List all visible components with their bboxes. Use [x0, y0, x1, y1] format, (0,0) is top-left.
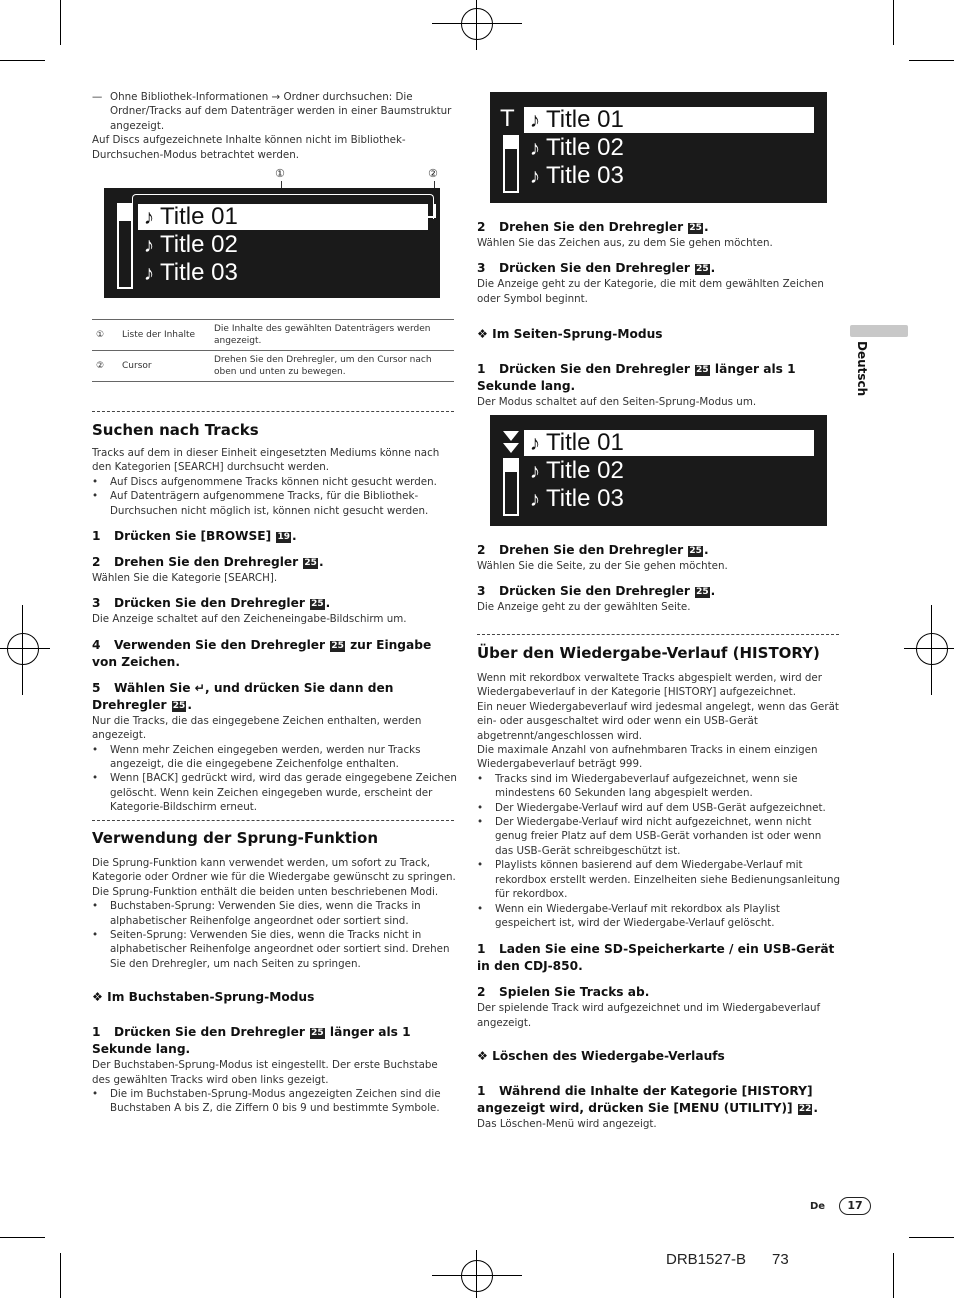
control-number-badge: 25: [689, 223, 702, 233]
callout-2: ②: [428, 167, 438, 180]
registration-line: [432, 1275, 522, 1276]
bullet-list: [92, 1087, 457, 1116]
music-note-icon: ♪: [143, 262, 155, 285]
intro-text: Ein neuer Wiedergabeverlauf wird jedesmal angelegt, wenn das Gerät ein- oder ausgeschaltet wird oder wenn ein USB-Gerät abgetrennt/angeschlossen wird.: [477, 700, 839, 742]
bullet-list: [92, 743, 457, 815]
section-jump: [92, 828, 457, 1116]
bullet-item: • Wenn mehr Zeichen eingegeben werden, werden nur Tracks angezeigt, die die eingegebene Zeichenfolge enthalten.: [92, 743, 457, 772]
right-steps-b: [477, 542, 842, 615]
callout-1: ①: [275, 167, 285, 180]
intro-text: Die Sprung-Funktion kann verwendet werden, um sofort zu Track, Kategorie oder Ordner wie für die Wiedergabe gewünscht zu springen. Die Sprung-Funktion enthält die beiden unten beschriebenen Modi.: [92, 857, 456, 898]
section-divider: [477, 634, 839, 635]
right-steps-a: [477, 219, 842, 410]
step-text: Nur die Tracks, die das eingegebene Zeichen enthalten, werden angezeigt.: [92, 714, 422, 742]
music-note-icon: ♪: [529, 432, 541, 455]
crop-mark: [893, 1253, 894, 1298]
bullet-item: • Der Wiedergabe-Verlauf wird nicht aufgezeichnet, wenn nicht genug freier Platz auf dem USB-Gerät vorhanden ist oder wenn das USB-Gerät schreibgeschützt ist.: [477, 815, 842, 858]
crop-mark: [909, 1237, 954, 1238]
bullet-item: • Tracks sind im Wiedergabeverlauf aufgezeichnet, wenn sie mindestens 60 Sekunden lang abgespielt werden.: [477, 772, 842, 801]
crop-mark: [893, 0, 894, 45]
step-text: Der Buchstaben-Sprung-Modus ist eingestellt. Der erste Buchstabe des gewählten Tracks wird oben links gezeigt.: [92, 1059, 438, 1086]
step-1: 1 Drücken Sie [BROWSE] 19 .: [92, 529, 297, 544]
registration-line: [432, 23, 522, 24]
music-note-icon: ♪: [529, 137, 541, 160]
control-number-badge: 25: [696, 264, 709, 275]
track-row: ♪ Title 03: [138, 260, 238, 286]
bullet-item: • Seiten-Sprung: Verwenden Sie dies, wenn die Tracks nicht in alphabetischer Reihenfolge angeordnet oder sortiert sind. Drehen Sie den Drehregler, um nach Seiten zu springen.: [92, 928, 457, 971]
doc-code: DRB1527-B: [666, 1251, 747, 1268]
track-row-selected: ♪ Title 01: [138, 204, 428, 230]
section-divider: [92, 411, 454, 412]
step-3: 3 Drücken Sie den Drehregler 25 .: [477, 584, 716, 599]
section-search: [92, 420, 457, 815]
subsection-title: ❖ Im Seiten-Sprung-Modus: [477, 327, 663, 342]
bullet-item: • Wenn [BACK] gedrückt wird, wird das gerade eingegebene Zeichen gelöscht. Wenn kein Zeichen eingegeben wurde, erscheint der Kategorie-Bildschirm erneut.: [92, 771, 457, 814]
page-number: 17: [839, 1197, 871, 1215]
legend-desc: Drehen Sie den Drehregler, um den Cursor nach oben und unten zu bewegen.: [210, 351, 454, 382]
bullet-item: • Wenn ein Wiedergabe-Verlauf mit rekordbox als Playlist gespeichert ist, wird der Wiedergabe-Verlauf gelöscht.: [477, 902, 842, 931]
bullet-list: [477, 772, 842, 930]
control-number-badge: 25: [696, 587, 709, 598]
control-number-badge: 22: [798, 1104, 812, 1115]
registration-mark: [7, 633, 39, 665]
intro-text: Tracks auf dem in dieser Einheit eingesetzten Mediums könne nach den Kategorien [SEARCH] durchsucht werden.: [92, 447, 440, 474]
page-jump-arrows-icon: [502, 429, 520, 455]
crop-mark: [0, 1237, 45, 1238]
bullet-item: • Auf Datenträgern aufgenommene Tracks, für die Bibliothek-Durchsuchen nicht möglich ist, können nicht gesucht werden.: [92, 489, 457, 518]
scrollbar-thumb: [119, 205, 131, 221]
step-5: 5 Wählen Sie ↵, und drücken Sie dann den Drehregler 25 .: [92, 680, 394, 712]
step-text: Wählen Sie die Kategorie [SEARCH].: [92, 572, 278, 585]
step-1: 1 Drücken Sie den Drehregler 25 länger als 1 Sekunde lang.: [92, 1025, 411, 1057]
track-row: ♪ Title 03: [524, 163, 624, 189]
music-note-icon: ♪: [143, 234, 155, 257]
step-2: 2 Spielen Sie Tracks ab.: [477, 985, 650, 1000]
track-row: ♪ Title 03: [524, 486, 624, 512]
step-text: Die Anzeige geht zu der Kategorie, die mit dem gewählten Zeichen oder Symbol beginnt.: [477, 278, 824, 305]
control-number-badge: 25: [311, 1028, 324, 1039]
dash-marker: —: [92, 91, 103, 103]
track-row-selected: ♪ Title 01: [524, 430, 814, 456]
jump-letter: T: [500, 105, 515, 132]
music-note-icon: ♪: [529, 165, 541, 188]
music-note-icon: ♪: [143, 206, 155, 229]
legend-table: [92, 319, 454, 382]
intro-text: Wenn mit rekordbox verwaltete Tracks abgespielt werden, wird der Wiedergabeverlauf in der Kategorie [HISTORY] aufgezeichnet.: [477, 672, 822, 699]
step-text: Wählen Sie das Zeichen aus, zu dem Sie gehen möchten.: [477, 237, 773, 249]
doc-page: 73: [772, 1251, 789, 1268]
registration-line: [22, 605, 23, 695]
registration-line: [904, 648, 954, 649]
crop-mark: [60, 0, 61, 45]
track-row: ♪ Title 02: [524, 458, 624, 484]
bullet-item: • Buchstaben-Sprung: Verwenden Sie dies, wenn die Tracks in alphabetischer Reihenfolge angeordnet oder sortiert sind.: [92, 899, 457, 928]
bullet-list: [92, 899, 457, 971]
language-tab: [850, 325, 908, 337]
legend-name: Cursor: [118, 351, 210, 382]
legend-row: [92, 351, 454, 382]
step-2: 2 Drehen Sie den Drehregler 25 .: [92, 555, 324, 570]
control-number-badge: 25: [696, 365, 709, 376]
lcd-display-letter-jump: [490, 92, 827, 203]
section-title: Über den Wiedergabe-Verlauf (HISTORY): [477, 644, 820, 662]
track-row: ♪ Title 02: [138, 232, 238, 258]
registration-line: [476, 1250, 477, 1298]
footer-lang: De: [810, 1201, 826, 1212]
note-line-2: Auf Discs aufgezeichnete Inhalte können nicht im Bibliothek-Durchsuchen-Modus betrachtet werden.: [92, 134, 406, 161]
section-history: [477, 643, 842, 1132]
section-title: Suchen nach Tracks: [92, 421, 259, 439]
bullet-item: • Playlists können basierend auf dem Wiedergabe-Verlauf mit rekordbox erstellt werden. Einzelheiten siehe Bedienungsanleitung für rekordbox.: [477, 858, 842, 901]
crop-mark: [60, 1253, 61, 1298]
music-note-icon: ♪: [529, 460, 541, 483]
track-row-selected: ♪ Title 01: [524, 107, 814, 133]
control-number-badge: 19: [277, 532, 290, 543]
control-number-badge: 25: [689, 546, 702, 556]
subsection-title: ❖ Im Buchstaben-Sprung-Modus: [92, 990, 315, 1005]
step-text: Die Anzeige schaltet auf den Zeicheneingabe-Bildschirm um.: [92, 613, 407, 626]
registration-line: [931, 605, 932, 695]
section-divider: [92, 820, 454, 821]
step-text: Der Modus schaltet auf den Seiten-Sprung-Modus um.: [477, 396, 757, 409]
step-3: 3 Drücken Sie den Drehregler 25 .: [477, 261, 716, 276]
legend-desc: Die Inhalte des gewählten Datenträgers werden angezeigt.: [210, 320, 454, 351]
scrollbar-thumb: [505, 460, 517, 472]
step-2: 2 Drehen Sie den Drehregler 25 .: [477, 543, 709, 557]
control-number-badge: 25: [304, 558, 317, 569]
intro-text: Die maximale Anzahl von aufnehmbaren Tracks in einem einzigen Wiedergabeverlauf beträgt 999.: [477, 744, 818, 771]
legend-num: ②: [92, 351, 118, 382]
control-number-badge: 25: [311, 599, 324, 610]
step-1: 1 Während die Inhalte der Kategorie [HISTORY] angezeigt wird, drücken Sie [MENU (UTILITY)] 22 .: [477, 1084, 819, 1116]
lcd-display-browse: [104, 188, 440, 298]
bullet-item: • Der Wiedergabe-Verlauf wird auf dem USB-Gerät aufgezeichnet.: [477, 801, 842, 815]
top-note: [92, 90, 457, 162]
lcd-display-page-jump: [490, 415, 827, 526]
section-title: Verwendung der Sprung-Funktion: [92, 829, 379, 847]
legend-name: Liste der Inhalte: [118, 320, 210, 351]
scrollbar-thumb: [505, 137, 517, 149]
legend-num: ①: [92, 320, 118, 351]
music-note-icon: ♪: [529, 488, 541, 511]
note-line: Ohne Bibliothek-Informationen → Ordner durchsuchen: Die Ordner/Tracks auf dem Datenträger werden in einer Baumstruktur angezeigt.: [110, 91, 452, 132]
step-text: Das Löschen-Menü wird angezeigt.: [477, 1118, 657, 1131]
step-1: 1 Laden Sie eine SD-Speicherkarte / ein USB-Gerät in den CDJ-850.: [477, 942, 835, 974]
step-text: Der spielende Track wird aufgezeichnet und im Wiedergabeverlauf angezeigt.: [477, 1002, 821, 1029]
bullet-list: [92, 475, 457, 518]
crop-mark: [0, 60, 45, 61]
legend-row: [92, 320, 454, 351]
registration-line: [476, 0, 477, 50]
step-2: 2 Drehen Sie den Drehregler 25 .: [477, 220, 709, 234]
bullet-item: • Auf Discs aufgenommene Tracks können nicht gesucht werden.: [92, 475, 457, 489]
step-1: 1 Drücken Sie den Drehregler 25 länger als 1 Sekunde lang.: [477, 362, 796, 394]
subsection-title: ❖ Löschen des Wiedergabe-Verlaufs: [477, 1049, 725, 1064]
language-tab-label: Deutsch: [855, 341, 869, 397]
step-3: 3 Drücken Sie den Drehregler 25 .: [92, 596, 331, 611]
music-note-icon: ♪: [529, 109, 541, 132]
step-text: Wählen Sie die Seite, zu der Sie gehen möchten.: [477, 560, 728, 572]
crop-mark: [909, 60, 954, 61]
control-number-badge: 25: [172, 700, 186, 711]
registration-mark: [461, 8, 493, 40]
step-text: Die Anzeige geht zu der gewählten Seite.: [477, 601, 691, 614]
registration-mark: [916, 633, 948, 665]
registration-line: [0, 648, 50, 649]
registration-mark: [461, 1260, 493, 1292]
track-row: ♪ Title 02: [524, 135, 624, 161]
step-4: 4 Verwenden Sie den Drehregler 25 zur Eingabe von Zeichen.: [92, 637, 432, 669]
control-number-badge: 25: [331, 640, 344, 651]
bullet-item: • Die im Buchstaben-Sprung-Modus angezeigten Zeichen sind die Buchstaben A bis Z, die Ziffern 0 bis 9 und bestimmte Symbole.: [92, 1087, 457, 1116]
